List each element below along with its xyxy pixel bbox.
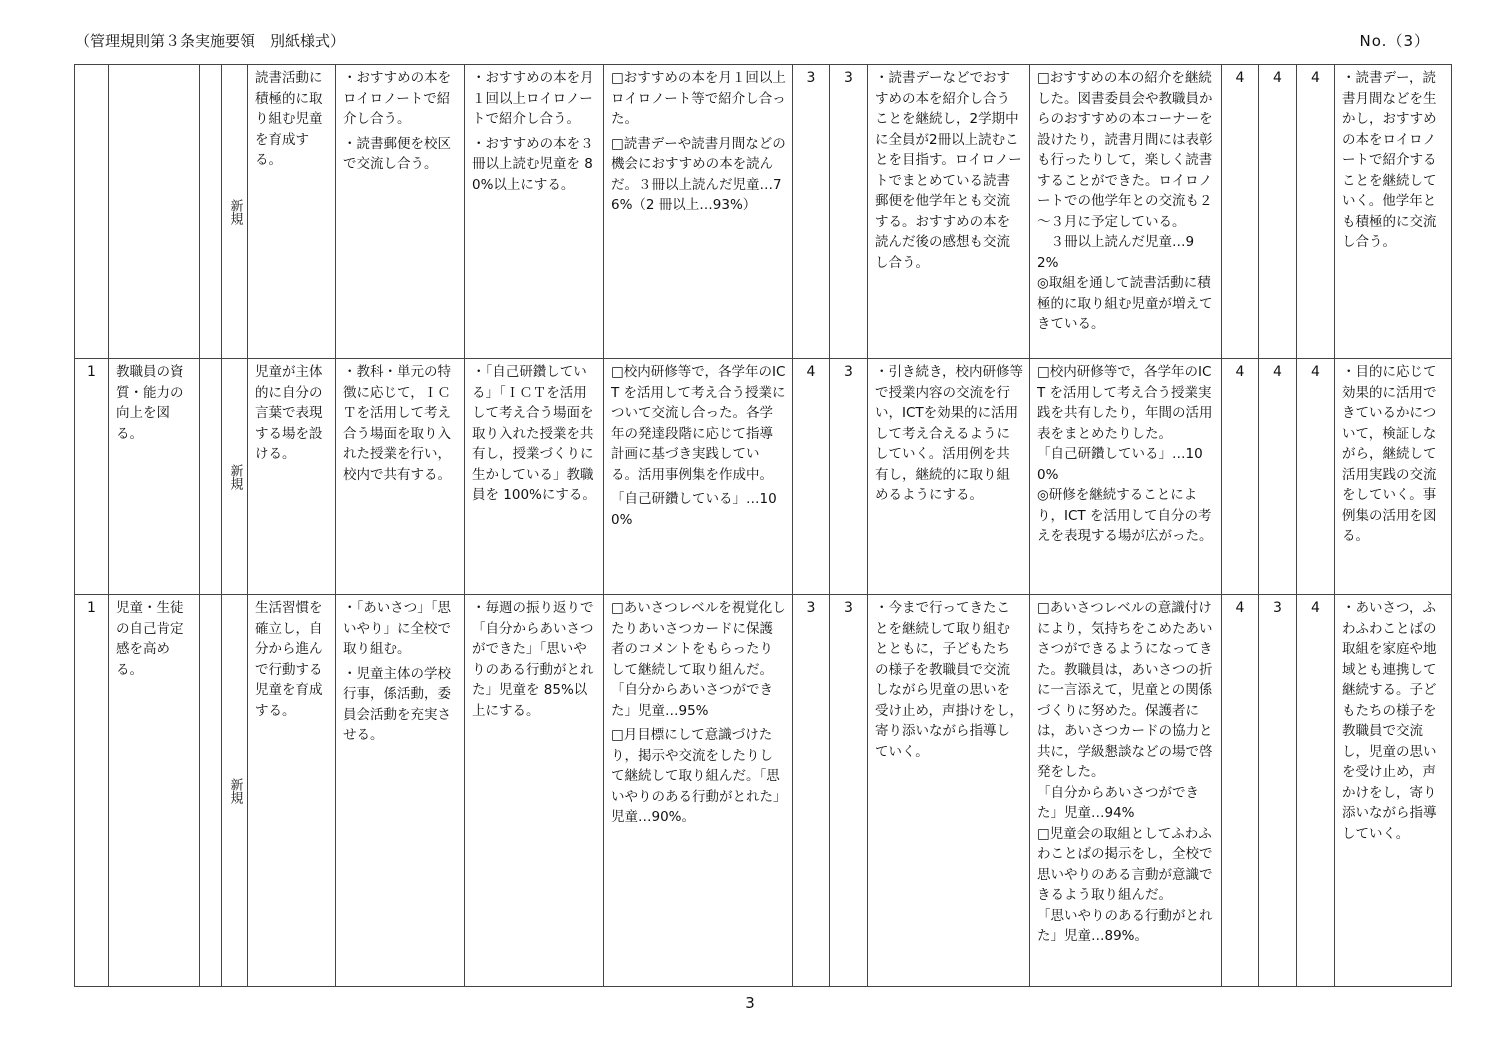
list-item: ◎研修を継続することにより，ICT を活用して自分の考えを表現する場が広がった。: [1037, 487, 1213, 544]
score-cell: 3: [793, 595, 830, 987]
list-item: □校内研修等で，各学年のICT を活用して考え合う授業について交流し合った。各学年の発達段階に応じて指導計画に基づき実践している。活用事例集を作成中。: [611, 364, 786, 483]
next-plan-cell: ・あいさつ，ふわふわことばの取組を家庭や地域とも連携して継続する。子どもたちの様子を教職員で交流し，児童の思いを受け止め，声かけをし，寄り添いながら指導していく。: [1335, 595, 1452, 987]
score-cell: 3: [830, 65, 868, 359]
improvement-cell: ・今まで行ってきたことを継続して取り組むとともに，子どもたちの様子を教職員で交流しながら児童の思いを受け止め，声掛けをし，寄り添いながら指導していく。: [868, 595, 1030, 987]
score-cell: 3: [830, 595, 868, 987]
new-label-cell: [222, 595, 248, 987]
indicators-cell: [465, 595, 604, 987]
list-item: ・教科・単元の特徴に応じて，ＩＣＴを活用して考え合う場面を取り入れた授業を行い，校内で共有する。: [343, 364, 451, 483]
list-item: ・おすすめの本を３冊以上読む児童を 80%以上にする。: [472, 135, 594, 193]
list-item: ・読書郵便を校区で交流し合う。: [343, 135, 451, 172]
score-cell: 4: [1259, 359, 1297, 595]
improvement-cell: ・引き続き，校内研修等で授業内容の交流を行い，ICTを効果的に活用して考え合えるようにしていく。活用例を共有し，継続的に取り組めるようにする。: [868, 359, 1030, 595]
result-cell: [1030, 359, 1222, 595]
goal-cell: [109, 65, 200, 359]
list-item: ・おすすめの本を月１回以上ロイロノートで紹介し合う。: [472, 70, 594, 127]
goal-cell: 児童・生徒の自己肯定感を高める。: [109, 595, 200, 987]
spacer-cell: [200, 65, 222, 359]
measures-cell: [336, 595, 465, 987]
score-cell: 4: [1222, 65, 1259, 359]
new-label: 新規: [227, 777, 243, 804]
score-cell: 3: [793, 65, 830, 359]
goal-cell: 教職員の資質・能力の向上を図る。: [109, 359, 200, 595]
score-cell: 4: [1297, 65, 1335, 359]
score-cell: 4: [1297, 359, 1335, 595]
list-item: □月目標にして意識づけたり，掲示や交流をしたりして継続して取り組んだ。「思いやりのある行動がとれた」児童…90%。: [611, 727, 780, 825]
new-label: 新規: [227, 463, 243, 490]
list-item: □おすすめの本を月１回以上ロイロノート等で紹介し合った。: [611, 70, 786, 127]
score-cell: 4: [1222, 595, 1259, 987]
list-item: □児童会の取組としてふわふわことばの掲示をし，全校で思いやりのある言動が意識できるよう取り組んだ。: [1037, 825, 1213, 903]
evaluation-table: [74, 64, 1452, 987]
next-plan-cell: ・目的に応じて効果的に活用できているかについて，検証しながら，継続して活用実践の交流をしていく。事例集の活用を図る。: [1335, 359, 1452, 595]
list-item: 「自己研鑽している」…100%: [1037, 446, 1203, 483]
table-row: [75, 65, 1452, 359]
spacer-cell: [200, 595, 222, 987]
list-item: ・毎週の振り返りで「自分からあいさつができた」「思いやりのある行動がとれた」児童を 85%以上にする。: [472, 600, 594, 719]
new-label-cell: [222, 65, 248, 359]
list-item: □あいさつレベルを視覚化したりあいさつカードに保護者のコメントをもらったりして継続して取り組んだ。「自分からあいさつができた」児童…95%: [611, 600, 786, 719]
form-number: No.（3）: [1359, 32, 1430, 50]
row-number: 1: [75, 595, 109, 987]
measures-cell: [336, 359, 465, 595]
list-item: □おすすめの本の紹介を継続した。図書委員会や教職員からのおすすめの本コーナーを設けたり，読書月間には表彰も行ったりして，楽しく読書することができた。ロイロノートでの他学年との交流も２～３月に予定している。: [1037, 70, 1213, 230]
score-cell: 3: [1259, 595, 1297, 987]
form-header-left: （管理規則第３条実施要領 別紙様式）: [75, 32, 346, 50]
list-item: ◎取組を通して読書活動に積極的に取り組む児童が増えてきている。: [1037, 275, 1213, 332]
list-item: □あいさつレベルの意識付けにより，気持ちをこめたあいさつができるようになってきた。教職員は，あいさつの折に一言添えて，児童との関係づくりに努めた。保護者には，あいさつカードの協力と共に，学級懇談などの場で啓発をした。: [1037, 600, 1213, 780]
table-row: [75, 595, 1452, 987]
list-item: □校内研修等で，各学年のICT を活用して考え合う授業実践を共有したり，年間の活用表をまとめたりした。: [1037, 364, 1213, 442]
indicators-cell: [465, 65, 604, 359]
target-cell: 児童が主体的に自分の言葉で表現する場を設ける。: [248, 359, 336, 595]
measures-cell: [336, 65, 465, 359]
list-item: ・おすすめの本をロイロノートで紹介し合う。: [343, 70, 452, 127]
new-label: 新規: [227, 198, 243, 225]
table-row: [75, 359, 1452, 595]
list-item: □読書デーや読書月間などの機会におすすめの本を読んだ。３冊以上読んだ児童…76%（2 冊以上…93%）: [611, 135, 786, 213]
next-plan-cell: ・読書デー，読書月間などを生かし，おすすめの本をロイロノートで紹介することを継続していく。他学年とも積極的に交流し合う。: [1335, 65, 1452, 359]
status-cell: [604, 359, 793, 595]
row-number: 1: [75, 359, 109, 595]
score-cell: 4: [1259, 65, 1297, 359]
list-item: 「自己研鑽している」…100%: [611, 491, 777, 528]
score-cell: 4: [1297, 595, 1335, 987]
result-cell: [1030, 595, 1222, 987]
list-item: 「自分からあいさつができた」児童…94%: [1037, 784, 1199, 821]
status-cell: [604, 595, 793, 987]
score-cell: 4: [1222, 359, 1259, 595]
new-label-cell: [222, 359, 248, 595]
target-cell: 生活習慣を確立し，自分から進んで行動する児童を育成する。: [248, 595, 336, 987]
list-item: ３冊以上読んだ児童…92%: [1037, 234, 1195, 271]
page-number: 3: [745, 994, 755, 1012]
row-number: [75, 65, 109, 359]
target-cell: 読書活動に積極的に取り組む児童を育成する。: [248, 65, 336, 359]
list-item: 「思いやりのある行動がとれた」児童…89%。: [1037, 907, 1213, 944]
list-item: ・「自己研鑽している」「ＩＣＴを活用して考え合う場面を取り入れた授業を共有し，授業づくりに生かしている」教職員を 100%にする。: [472, 364, 596, 503]
spacer-cell: [200, 359, 222, 595]
score-cell: 3: [830, 359, 868, 595]
indicators-cell: [465, 359, 604, 595]
status-cell: [604, 65, 793, 359]
improvement-cell: ・読書デーなどでおすすめの本を紹介し合うことを継続し，2学期中に全員が2冊以上読むことを目指す。ロイロノートでまとめている読書郵便を他学年とも交流する。おすすめの本を読んだ後の感想も交流し合う。: [868, 65, 1030, 359]
score-cell: 4: [793, 359, 830, 595]
list-item: ・児童主体の学校行事，係活動，委員会活動を充実させる。: [343, 665, 451, 743]
result-cell: [1030, 65, 1222, 359]
list-item: ・「あいさつ」「思いやり」に全校で取り組む。: [343, 600, 451, 657]
